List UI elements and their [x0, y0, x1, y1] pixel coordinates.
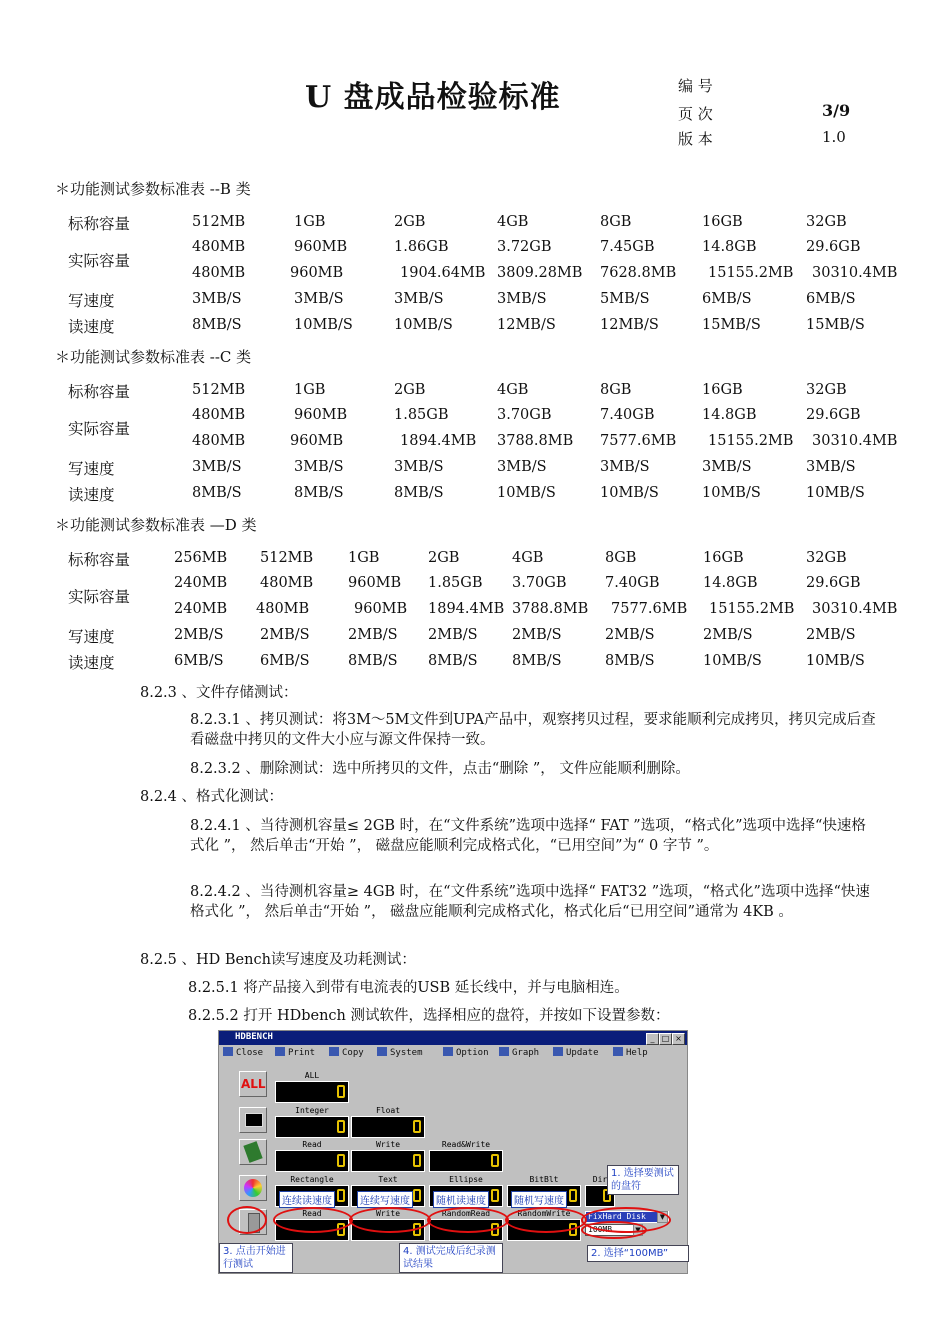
page-label: 页 次 — [678, 105, 713, 123]
table-cell: 16GB — [702, 214, 743, 230]
row-label: 标称容量 — [68, 383, 131, 401]
table-cell: 14.8GB — [703, 575, 758, 591]
table-cell: 2MB/S — [260, 627, 310, 643]
table-cell: 4GB — [497, 214, 529, 230]
table-cell: 4GB — [497, 382, 529, 398]
zero-digit — [337, 1085, 345, 1098]
table-cell: 480MB — [256, 601, 310, 617]
table-cell: 1GB — [348, 550, 380, 566]
page-title: U 盘成品检验标准 — [305, 80, 561, 115]
table-cell: 16GB — [702, 382, 743, 398]
table-cell: 960MB — [290, 433, 344, 449]
menu-icon — [443, 1047, 453, 1056]
zero-digit — [413, 1189, 421, 1202]
table-cell: 3MB/S — [600, 459, 650, 475]
table-cell: 3MB/S — [294, 291, 344, 307]
page-value: 3/9 — [822, 101, 851, 120]
annotation-note: 3. 点击开始进行测试 — [219, 1243, 293, 1273]
chevron-down-icon[interactable]: ▼ — [633, 1224, 643, 1236]
table-cell: 10MB/S — [394, 317, 453, 333]
row-label: 读速度 — [68, 318, 115, 336]
table-cell: 8MB/S — [512, 653, 562, 669]
table-cell: 29.6GB — [806, 239, 861, 255]
highlight-oval — [427, 1207, 509, 1233]
bench-result-display — [351, 1150, 425, 1172]
bench-label: Write — [375, 1140, 401, 1149]
menu-label: Update — [566, 1048, 599, 1058]
section-8-2-3-1: 8.2.3.1 、拷贝测试：将3M～5M文件到UPA产品中，观察拷贝过程，要求能顺利完成拷贝，拷贝完成后查看磁盘中拷贝的文件大小应与源文件保持一致。 — [190, 712, 876, 748]
table-cell: 8MB/S — [348, 653, 398, 669]
section-8-2-4-1: 8.2.4.1 、当待测机容量≤ 2GB 时，在“文件系统”选项中选择“ FAT ”选项，“格式化”选项中选择“快速格式化 ”， 然后单击“开始 ”， 磁盘应能顺利完成格式化，“已用空间”为“ 0 字节 ”。 — [190, 818, 866, 854]
table-cell: 7577.6MB — [611, 601, 688, 617]
table-cell: 240MB — [174, 575, 228, 591]
menu-item-option[interactable] — [443, 1047, 489, 1058]
table-heading: ＊功能测试参数标准表 —D 类 — [55, 516, 257, 534]
table-cell: 8MB/S — [294, 485, 344, 501]
annotation-chip: 连续读速度 — [279, 1191, 335, 1208]
section-8-2-5-2: 8.2.5.2 打开 HDbench 测试软件，选择相应的盘符，并按如下设置参数： — [188, 1008, 670, 1024]
maximize-icon[interactable]: □ — [659, 1033, 672, 1045]
table-cell: 480MB — [192, 265, 246, 281]
bench-result-display — [351, 1116, 425, 1138]
bench-label: Write — [375, 1209, 401, 1218]
row-label: 实际容量 — [68, 420, 131, 438]
table-cell: 30310.4MB — [812, 601, 898, 617]
table-cell: 2MB/S — [348, 627, 398, 643]
row-label: 读速度 — [68, 654, 115, 672]
highlight-oval — [273, 1207, 353, 1233]
table-cell: 15155.2MB — [709, 601, 795, 617]
row-label: 读速度 — [68, 486, 115, 504]
table-cell: 3MB/S — [497, 459, 547, 475]
table-cell: 8GB — [605, 550, 637, 566]
cpu-icon — [239, 1107, 267, 1133]
menu-label: System — [390, 1048, 423, 1058]
drive-select-value: FixHard Disk — [588, 1212, 646, 1221]
annotation-chip: 随机写速度 — [511, 1191, 567, 1208]
row-label: 写速度 — [68, 460, 115, 478]
bench-label: Integer — [295, 1106, 329, 1115]
table-cell: 1.85GB — [394, 407, 449, 423]
table-cell: 480MB — [192, 239, 246, 255]
table-cell: 14.8GB — [702, 239, 757, 255]
table-cell: 7628.8MB — [600, 265, 677, 281]
table-cell: 2MB/S — [428, 627, 478, 643]
menu-item-update[interactable] — [553, 1047, 599, 1058]
table-cell: 512MB — [192, 214, 246, 230]
zero-digit — [413, 1154, 421, 1167]
menu-label: Close — [236, 1048, 264, 1058]
table-cell: 8GB — [600, 382, 632, 398]
hdbench-window — [218, 1030, 688, 1274]
table-cell: 6MB/S — [806, 291, 856, 307]
table-cell: 8MB/S — [605, 653, 655, 669]
table-cell: 7577.6MB — [600, 433, 677, 449]
menu-label: Print — [288, 1048, 316, 1058]
table-cell: 512MB — [260, 550, 314, 566]
table-cell: 2MB/S — [512, 627, 562, 643]
hdbench-titlebar — [219, 1031, 687, 1045]
menu-icon — [223, 1047, 233, 1056]
table-cell: 1904.64MB — [400, 265, 486, 281]
section-8-2-4: 8.2.4 、格式化测试： — [140, 789, 284, 805]
close-icon[interactable]: × — [672, 1033, 685, 1045]
version-label: 版 本 — [678, 130, 713, 148]
annotation-note: 1. 选择要测试的盘符 — [607, 1165, 679, 1195]
table-cell: 10MB/S — [806, 485, 865, 501]
table-cell: 1894.4MB — [400, 433, 477, 449]
bench-label: Rectangle — [290, 1175, 334, 1184]
table-cell: 3MB/S — [394, 459, 444, 475]
table-cell: 32GB — [806, 382, 847, 398]
zero-digit — [337, 1120, 345, 1133]
table-cell: 10MB/S — [600, 485, 659, 501]
table-cell: 16GB — [703, 550, 744, 566]
bench-label: Ellipse — [449, 1175, 483, 1184]
highlight-oval — [505, 1207, 587, 1233]
bench-result-display — [275, 1116, 349, 1138]
menu-item-close[interactable] — [223, 1047, 263, 1058]
table-cell: 2MB/S — [605, 627, 655, 643]
table-cell: 12MB/S — [600, 317, 659, 333]
hdbench-title: HDBENCH — [235, 1032, 273, 1042]
table-cell: 1GB — [294, 382, 326, 398]
annotation-note: 2. 选择“100MB” — [587, 1245, 689, 1262]
table-cell: 15155.2MB — [708, 265, 794, 281]
menu-icon — [553, 1047, 563, 1056]
menu-item-copy[interactable] — [329, 1047, 364, 1058]
section-8-2-4-2: 8.2.4.2 、当待测机容量≥ 4GB 时，在“文件系统”选项中选择“ FAT32 ”选项，“格式化”选项中选择“快速格式化 ”， 然后单击“开始 ”， 磁盘应能顺利完成格式化，格式化后“已用空间”通常为 4KB 。 — [190, 884, 870, 920]
zero-digit — [491, 1189, 499, 1202]
table-cell: 256MB — [174, 550, 228, 566]
row-label: 标称容量 — [68, 215, 131, 233]
table-cell: 30310.4MB — [812, 265, 898, 281]
minimize-icon[interactable]: _ — [646, 1033, 659, 1045]
bench-label: Read — [302, 1209, 322, 1218]
video-icon — [239, 1175, 267, 1201]
table-cell: 960MB — [348, 575, 402, 591]
code-label: 编 号 — [678, 77, 713, 95]
table-heading: ＊功能测试参数标准表 --C 类 — [55, 348, 252, 366]
row-label: 实际容量 — [68, 252, 131, 270]
section-8-2-5-1: 8.2.5.1 将产品接入到带有电流表的USB 延长线中，并与电脑相连。 — [188, 980, 629, 996]
table-cell: 1GB — [294, 214, 326, 230]
table-cell: 10MB/S — [703, 653, 762, 669]
section-8-2-3: 8.2.3 、文件存储测试： — [140, 685, 298, 701]
table-cell: 2MB/S — [806, 627, 856, 643]
table-cell: 6MB/S — [702, 291, 752, 307]
section-8-2-5: 8.2.5 、HD Bench读写速度及功耗测试： — [140, 952, 416, 968]
table-cell: 8MB/S — [192, 485, 242, 501]
menu-item-help[interactable] — [613, 1047, 648, 1058]
table-cell: 3.72GB — [497, 239, 552, 255]
zero-digit — [337, 1154, 345, 1167]
bench-label: Read&Write — [441, 1140, 491, 1149]
chevron-down-icon[interactable]: ▼ — [657, 1211, 668, 1223]
table-cell: 29.6GB — [806, 575, 861, 591]
section-8-2-3-2: 8.2.3.2 、删除测试：选中所拷贝的文件，点击“删除 ”， 文件应能顺利删除。 — [190, 761, 690, 777]
hdbench-menubar — [219, 1047, 687, 1061]
bench-label: Dir — [592, 1175, 608, 1184]
table-cell: 1.85GB — [428, 575, 483, 591]
row-label: 写速度 — [68, 628, 115, 646]
menu-label: Copy — [342, 1048, 364, 1058]
table-cell: 960MB — [290, 265, 344, 281]
bench-label: RandomWrite — [517, 1209, 571, 1218]
table-cell: 5MB/S — [600, 291, 650, 307]
row-label: 写速度 — [68, 292, 115, 310]
table-cell: 15155.2MB — [708, 433, 794, 449]
table-cell: 3MB/S — [497, 291, 547, 307]
table-cell: 480MB — [192, 433, 246, 449]
menu-item-print[interactable] — [275, 1047, 315, 1058]
table-cell: 2GB — [394, 214, 426, 230]
all-label: ALL — [241, 1077, 266, 1091]
row-label: 实际容量 — [68, 588, 131, 606]
menu-label: Option — [456, 1048, 489, 1058]
table-cell: 3MB/S — [702, 459, 752, 475]
table-cell: 7.40GB — [605, 575, 660, 591]
table-cell: 8MB/S — [428, 653, 478, 669]
table-cell: 3809.28MB — [497, 265, 583, 281]
table-cell: 14.8GB — [702, 407, 757, 423]
table-cell: 960MB — [294, 239, 348, 255]
table-cell: 8MB/S — [394, 485, 444, 501]
table-cell: 29.6GB — [806, 407, 861, 423]
zero-digit — [337, 1189, 345, 1202]
bench-label: BitBlt — [529, 1175, 559, 1184]
menu-icon — [499, 1047, 509, 1056]
menu-icon — [377, 1047, 387, 1056]
table-cell: 6MB/S — [174, 653, 224, 669]
table-cell: 7.45GB — [600, 239, 655, 255]
annotation-note: 4. 测试完成后纪录测试结果 — [399, 1243, 503, 1273]
menu-icon — [613, 1047, 623, 1056]
menu-label: Help — [626, 1048, 648, 1058]
annotation-chip: 连续写速度 — [357, 1191, 413, 1208]
menu-icon — [329, 1047, 339, 1056]
bench-result-display — [275, 1081, 349, 1103]
bench-label: RandomRead — [441, 1209, 491, 1218]
table-cell: 3MB/S — [192, 291, 242, 307]
menu-icon — [275, 1047, 285, 1056]
table-cell: 240MB — [174, 601, 228, 617]
bench-result-display — [429, 1150, 503, 1172]
table-cell: 15MB/S — [806, 317, 865, 333]
table-cell: 960MB — [354, 601, 408, 617]
bench-label: Float — [375, 1106, 401, 1115]
menu-item-system[interactable] — [377, 1047, 423, 1058]
table-cell: 1.86GB — [394, 239, 449, 255]
table-heading: ＊功能测试参数标准表 --B 类 — [55, 180, 251, 198]
bench-label: Read — [302, 1140, 322, 1149]
table-cell: 7.40GB — [600, 407, 655, 423]
table-cell: 3788.8MB — [497, 433, 574, 449]
highlight-oval — [581, 1221, 647, 1239]
table-cell: 3MB/S — [806, 459, 856, 475]
row-label: 标称容量 — [68, 551, 131, 569]
table-cell: 2GB — [394, 382, 426, 398]
table-cell: 480MB — [192, 407, 246, 423]
table-cell: 10MB/S — [702, 485, 761, 501]
all-button[interactable] — [239, 1071, 267, 1097]
table-cell: 1894.4MB — [428, 601, 505, 617]
size-select-value: 100MB — [588, 1225, 613, 1234]
menu-label: Graph — [512, 1048, 540, 1058]
table-cell: 4GB — [512, 550, 544, 566]
monitor-shape — [245, 1113, 263, 1127]
table-cell: 12MB/S — [497, 317, 556, 333]
table-cell: 2GB — [428, 550, 460, 566]
highlight-oval — [349, 1207, 431, 1233]
table-cell: 2MB/S — [174, 627, 224, 643]
color-shape — [244, 1179, 262, 1197]
highlight-oval — [227, 1206, 267, 1234]
table-cell: 8MB/S — [192, 317, 242, 333]
table-cell: 15MB/S — [702, 317, 761, 333]
chip-shape — [243, 1141, 262, 1163]
table-cell: 32GB — [806, 550, 847, 566]
zero-digit — [569, 1189, 577, 1202]
bench-label: ALL — [304, 1071, 320, 1080]
bench-result-display — [275, 1150, 349, 1172]
table-cell: 10MB/S — [294, 317, 353, 333]
table-cell: 32GB — [806, 214, 847, 230]
table-cell: 3788.8MB — [512, 601, 589, 617]
table-cell: 3MB/S — [394, 291, 444, 307]
table-cell: 3MB/S — [294, 459, 344, 475]
bench-label: Text — [378, 1175, 398, 1184]
zero-digit — [413, 1120, 421, 1133]
table-cell: 512MB — [192, 382, 246, 398]
menu-item-graph[interactable] — [499, 1047, 539, 1058]
table-cell: 3.70GB — [497, 407, 552, 423]
version-value: 1.0 — [822, 128, 846, 146]
table-cell: 10MB/S — [806, 653, 865, 669]
table-cell: 30310.4MB — [812, 433, 898, 449]
table-cell: 2MB/S — [703, 627, 753, 643]
table-cell: 960MB — [294, 407, 348, 423]
table-cell: 8GB — [600, 214, 632, 230]
table-cell: 3MB/S — [192, 459, 242, 475]
table-cell: 3.70GB — [512, 575, 567, 591]
memory-icon — [239, 1139, 267, 1165]
table-cell: 10MB/S — [497, 485, 556, 501]
zero-digit — [491, 1154, 499, 1167]
table-cell: 480MB — [260, 575, 314, 591]
table-cell: 6MB/S — [260, 653, 310, 669]
annotation-chip: 随机读速度 — [433, 1191, 489, 1208]
